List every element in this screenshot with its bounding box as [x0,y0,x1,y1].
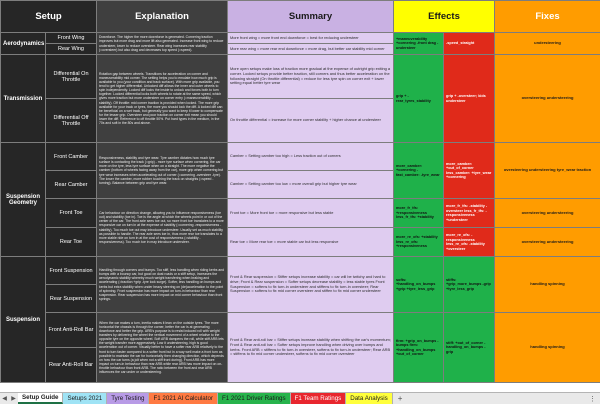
summary-rear-wing[interactable]: More rear wing = more rear end downforce = more drag, but better car stability mid corner [228,44,394,55]
setting-front-camber[interactable]: Front Camber [46,143,97,171]
table-row [1,199,600,228]
fix-camber[interactable]: oversteering understeering tyre_wear traction [495,143,600,199]
tab-driver-ratings[interactable]: F1 2021 Driver Ratings [218,393,291,404]
effect-toe-front-positive[interactable]: more_fr_tfs: +responsiveness less_fr_tfs: +stability [394,199,444,228]
tab-setup-guide[interactable]: Setup Guide [18,393,63,404]
header-fixes[interactable]: Fixes [495,1,600,33]
category-suspension-geometry[interactable]: Suspension Geometry [1,143,46,257]
summary-diff-on[interactable]: More open setups make loss of traction more gradual at the expense of outright grip exiting a corner. Locked setups provide better traction, still corners and thus better acceleration on the following straight (On throttle differential) = reduce for less tyre spin on corner exit + lower setting equal better tyre wear [228,55,394,99]
table-row [1,143,600,171]
fix-toe-rear[interactable]: oversteering understeering [495,228,600,257]
effect-suspension-negative[interactable]: stiffs: +grip_more_bumps -grip +tyre_less_grip [444,257,495,313]
effect-camber-positive[interactable]: more_camber: +cornering -fast_camber: -tyre_wear [394,143,444,199]
category-suspension[interactable]: Suspension [1,257,46,383]
table-row [1,228,600,257]
setting-front-wing[interactable]: Front Wing [46,33,97,44]
setting-diff-on-throttle[interactable]: Differential On Throttle [46,55,97,99]
effect-transmission-positive[interactable]: grip + -rear_tyres_stability [394,55,444,143]
summary-suspension[interactable]: Front & Rear suspension = Stiffer setups increase stability = car will be twitchy and hard to drive; Front & Rear suspension = Softer setups decrease stability = less stable tyres Front Suspension = softens to fix turn-in understeer and stiffens to fix turn-in oversteer; Rear Suspension = softens to fix mid corner oversteer and stiffen to fix mid corner understeer [228,257,394,313]
setting-rear-wing[interactable]: Rear Wing [46,44,97,55]
table-row [1,33,600,44]
explanation-toe[interactable]: Car behaviour on direction change, allowing you to influence responsiveness (toe out) and stability (toe in). Toe is the angle at which the wheels point in or out of the center of the car. The front axle sees toe out, so more front toe translates to a more responsive car on turn in at the expense of stability (=cornering -responsiveness -stability). Too much toe out may introduce understeer. Usually set as much stability as possible to handle. The rear axle sees toe in, thus more rear toe translates to a more stable ride on turn in at the cost of responsiveness (=stability -responsiveness). Too much toe in may introduce understeer. [97,199,228,257]
next-sheet-arrow-icon[interactable]: ▶ [11,396,16,402]
category-transmission[interactable]: Transmission [1,55,46,143]
add-sheet-icon[interactable]: + [397,394,403,403]
effect-toe-front-negative[interactable]: more_fr_tfs: -stability -oversteer less_fr_tfs: -responsiveness +understeer [444,199,495,228]
summary-front-toe[interactable]: Front toe = More front toe = more responsive but less stable [228,199,394,228]
summary-rear-toe[interactable]: Rear toe = More rear toe = more stable car but less responsive [228,228,394,257]
explanation-arb[interactable]: When the car makes a turn, inertia makes it lean on the outside tyres. The more horizontal the chassis is through the corner, better the car is at generating downforce and better the grip. ARB's purpose is to resist induced roll with weight transfers by delivering the wheel the vertical movement of a wheel relative to the opposite tyre on the opposite wheel. Soft ARB dampens the roll, while stiff ARB lets the weight transfer more aggressively. Low it understeering, high is good acceleration out of corner. Visually better to have a softer rear ARB relatively to the front to turn faster compared to a softer front but in a way well make a front turn as possible to maintain the car for horizontally then changing direction, which depends on how the car turns (a jolt when not a stiff front during). Front ARB has more impact on turn-in behaviour than rear ARB while rear ARB has more impact on on-throttle behaviour than front ARB. The ratio between the front and rear ARB influences the car under or understeering. [97,313,228,383]
summary-arb[interactable]: Front & Rear anti-roll bar = Stiffer setups increase stability when shifting the car's momentum; Front & Rear anti-roll bar = Softer setups improve handling when driving over bumps and kerbs. Front ARB = stiffens to fix turn-in oversteer, softens to fix turn-in understeer; Rear ARB = stiffens to fix mid corner understeer, softens to fix mid corner oversteer [228,313,394,383]
effect-toe-rear-negative[interactable]: more_re_ofs: -responsiveness less_re_ofs: -stability +oversteer [444,228,495,257]
setting-front-toe[interactable]: Front Toe [46,199,97,228]
tab-setups-2021[interactable]: Setups 2021 [63,393,107,404]
effect-arb-positive[interactable]: firm: +grip_on_bumps -bumps firm: +handling_on_bumps +out_of_corner [394,313,444,383]
fix-transmission[interactable]: oversteering understeering [495,55,600,143]
setting-rear-arb[interactable]: Rear Anti-Roll Bar [46,348,97,383]
fix-toe-front[interactable]: oversteering understeering [495,199,600,228]
header-row [1,1,600,33]
sheet-tab-bar [0,392,600,404]
table-row [1,313,600,348]
setting-rear-toe[interactable]: Rear Toe [46,228,97,257]
effect-aero-negative[interactable]: -speed_straight [444,33,495,55]
header-setup[interactable]: Setup [1,1,97,33]
header-summary[interactable]: Summary [228,1,394,33]
tab-data-analysis[interactable]: Data Analysis [346,393,393,404]
explanation-suspension[interactable]: Handling through corners and bumps. Too stiff, less handling when riding kerbs and bumps with a bouncy car, but good on dust roads or a stiff setup, increases the aerodynamic stability whereby much weight transfering when braking and accelerating (=traction +grip -tyre lock surge). Softer, less handling on bumps and kerbs but extra stability when under heavy steering on (de)acceleration to the point of spinning. Front suspension has more impact on turn-in behaviour than rear suspension. Rear suspension has more impact on mid corner behaviour than front springs. [97,257,228,313]
setting-rear-camber[interactable]: Rear Camber [46,171,97,199]
table-row [1,257,600,285]
fix-suspension[interactable]: handling spinning [495,257,600,313]
summary-front-camber[interactable]: Camber = Setting camber too high = Less traction out of corners [228,143,394,171]
effect-arb-negative[interactable]: stiff: +out_of_corner -handling_on_bumps -grip [444,313,495,383]
header-explanation[interactable]: Explanation [97,1,228,33]
effect-aero-positive[interactable]: +maneuverability +cornering -front drag -understeer [394,33,444,55]
header-effects[interactable]: Effects [394,1,495,33]
summary-diff-off[interactable]: On throttle differential = increase for more corner stability + higher chance at understeer [228,99,394,143]
table-row [1,55,600,99]
summary-rear-camber[interactable]: Camber = Setting camber too low = more overall grip but higher tyre wear [228,171,394,199]
tab-ai-calculator[interactable]: F1 2021 AI Calculator [149,393,218,404]
effect-toe-rear-positive[interactable]: more_re_ofs: +stability less_re_ofs: +responsiveness [394,228,444,257]
setting-diff-off-throttle[interactable]: Differential Off Throttle [46,99,97,143]
setting-front-arb[interactable]: Front Anti-Roll Bar [46,313,97,348]
effect-transmission-negative[interactable]: grip + -oversteer; kids understeer [444,55,495,143]
explanation-camber[interactable]: Responsiveness, stability and tyre wear. Tyre camber dictates how much tyre surface is contacting the track (=grip) - more tyre surface when cornering, the car more on the tyre, less tyre surface when on a straight. The more negative the camber (bottom of wheels facing away from the car), more grip when cornering but tyre wear increases when accelerating out of corner (=cornering -oversteer -tyre). The lower the camber, more rubber touching the track on straights (=speed -turning). Balance between grip and tyre wear. [97,143,228,199]
setting-front-suspension[interactable]: Front Suspension [46,257,97,285]
more-options-icon[interactable]: ⋮ [589,395,596,403]
explanation-transmission[interactable]: Rotation gap between wheels. Transitions for acceleration on corner and maneuverability mid corner. The setting helps you to emulate how much grip is available to you (your condition and track surface). With more grip available, you tend to get higher differential. Unlocked diff allows the inner and outer wheels to spin independently. Locked diff locks the inside to unlock and forces both to turn together. Locked differential locks both wheels to rotate at the same speed, which gives more traction but more understeer on corner entry (=maneuverability -stability). Off throttle: mid corner traction is provided when locked. The more grip available for your track or tyres, the more you should lock the diff. A locked diff can be beneficial on a wet track, but generally you want to keep it lower to compensate for the lesser grip. Oversteer and poor traction on corner exit mean you should lower the diff. Reference to off throttle 50%. Put hard types in the medium, in the 70s and soft in the 80s and above. [97,55,228,143]
summary-front-wing[interactable]: More front wing = more front end downforce = best for reducing understeer [228,33,394,44]
category-aerodynamics[interactable]: Aerodynamics [1,33,46,55]
explanation-aero[interactable]: Downforce. The higher the more downforce is generated. Cornering traction improves but more drag and more lift also generated. Increase front wing to reduce understeer, lower to reduce oversteer. Rear wing increases rear stability (=oversteer) but also drag and decreases top speed (=speed). [97,33,228,55]
tab-bar-spacer [407,393,585,404]
prev-sheet-arrow-icon[interactable]: ◀ [2,396,7,402]
effect-camber-negative[interactable]: more_camber: +out_of_corner less_camber: +tyre_wear +cornering [444,143,495,199]
effect-suspension-positive[interactable]: softs: +handling_on_bumps +grip +tyre_less_grip [394,257,444,313]
fix-arb[interactable]: handling spinning [495,313,600,383]
tab-tyre-testing[interactable]: Tyre Testing [107,393,149,404]
setting-rear-suspension[interactable]: Rear Suspension [46,285,97,313]
tab-team-ratings[interactable]: F1 Team Ratings [291,393,347,404]
fix-aero[interactable]: understeering [495,33,600,55]
